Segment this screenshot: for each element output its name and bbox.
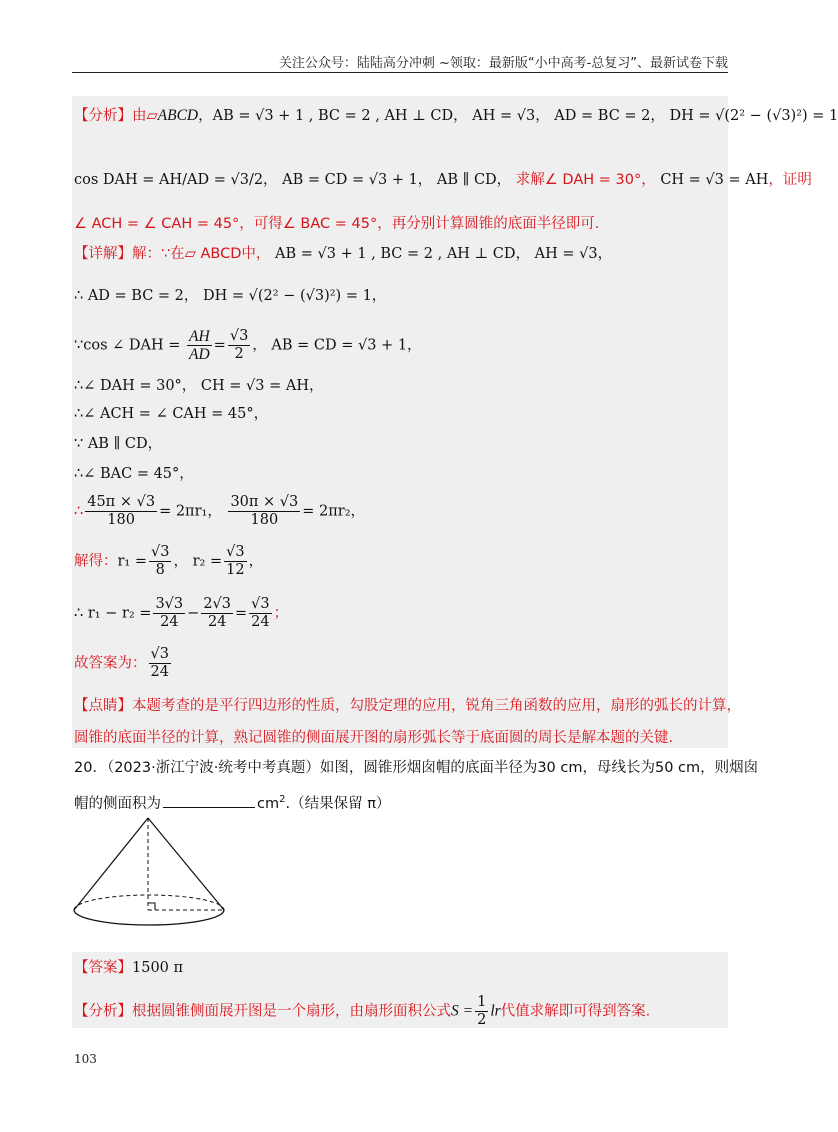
- analysis-cos: cos DAH = AH/AD = √3/2，: [74, 172, 278, 188]
- analysis-line-1: [74, 106, 838, 126]
- analysis-tag: 【分析】: [74, 108, 132, 124]
- final-answer-fraction: $\frac{√3}{24}$: [150, 646, 169, 680]
- comment-line-2: 圆锥的底面半径的计算，熟记圆锥的侧面展开图的扇形弧长等于底面圆的周长是解本题的关键.: [74, 730, 674, 746]
- detail-given: AB = √3 + 1 , BC = 2 , AH ⊥ CD， AH = √3，: [275, 246, 613, 262]
- detail-tag: 【详解】: [74, 246, 132, 262]
- page-number: 103: [74, 1052, 97, 1066]
- detail-line-8: ∴ $\frac{45\pi \times √3}{180}$ = 2πr₁， $\frac{30\pi \times √3}{180}$ = 2πr₂，: [74, 494, 366, 528]
- right-angle-mark: [148, 903, 155, 910]
- analysis-solve: 求解∠ DAH = 30°，: [515, 172, 656, 188]
- answer-20-line: [74, 958, 728, 978]
- detail-cos-pre: ∵cos ∠ DAH =: [74, 337, 185, 354]
- analysis-line-3: [74, 214, 728, 234]
- page-header: 关注公众号：陆陆高分冲刺 ~领取：最新版“小中高考-总复习”、最新试卷下载: [278, 56, 728, 71]
- cone-base-front: [74, 910, 224, 925]
- analysis-20-line: 【分析】根据圆锥侧面展开图是一个扇形，由扇形面积公式S = $\frac{1}{2}$ lr代值求解即可得到答案.: [74, 994, 651, 1028]
- fraction-half: $\frac{1}{2}$: [477, 994, 487, 1028]
- cone-figure: [70, 814, 240, 934]
- analysis-ab-cd: AB = CD = √3 + 1， AB ∥ CD，: [282, 172, 512, 188]
- comment-tag: 【点睛】: [74, 698, 132, 714]
- detail-intro: 解：∵在▱ ABCD中，: [132, 246, 271, 262]
- analysis-conclusion: ∠ ACH = ∠ CAH = 45°，可得∠ BAC = 45°，再分别计算圆锥的底面半径即可.: [74, 216, 600, 232]
- detail-line-6: ∵ AB ∥ CD，: [74, 436, 163, 452]
- question-20-line-1: 20．（2023·浙江宁波·统考中考真题）如图，圆锥形烟囱帽的底面半径为30 cm，母线长为50 cm，则烟囱: [74, 760, 759, 776]
- detail-line-1: [74, 244, 728, 264]
- fraction-r2: $\frac{√3}{12}$: [226, 544, 245, 578]
- fraction-45pi: $\frac{45\pi \times √3}{180}$: [87, 494, 156, 528]
- analysis-prove: ，证明: [768, 172, 812, 188]
- fraction-ah-ad: $\frac{AH}{AD}$: [189, 328, 210, 363]
- detail-ad-dh: ∴ AD = BC = 2， DH = √(2² − (√3)²) = 1，: [74, 288, 387, 304]
- detail-line-10: ∴ r₁ − r₂ = $\frac{3√3}{24}$ − $\frac{2√3}{24}$ = $\frac{√3}{24}$ ；: [74, 596, 289, 630]
- analysis-ch: CH = √3 = AH: [660, 172, 769, 188]
- fraction-sqrt3-2: $\frac{√3}{2}$: [229, 328, 249, 362]
- analysis-20-tag: 【分析】: [74, 1003, 132, 1020]
- analysis-given: ，AB = √3 + 1 , BC = 2 , AH ⊥ CD， AH = √3， AD = BC = 2，: [198, 108, 665, 124]
- question-20-line-2: 帽的侧面积为 $cm^2$.（结果保留 π）: [74, 794, 391, 812]
- detail-line-9: 解得：r₁ = $\frac{√3}{8}$ ， r₂ = $\frac{√3}{12}$ ，: [74, 544, 264, 578]
- cone-left-slant: [74, 818, 148, 910]
- answer-blank: [163, 807, 255, 808]
- analysis-line-2: [74, 170, 812, 190]
- analysis-dh: DH = √(2² − (√3)²) = 1: [669, 108, 838, 124]
- cone-right-slant: [148, 818, 224, 910]
- detail-line-2: [74, 286, 728, 306]
- fraction-r1: $\frac{√3}{8}$: [151, 544, 170, 578]
- answer-tag: 【答案】: [74, 960, 132, 976]
- analysis-lead: 由▱: [132, 108, 158, 124]
- detail-line-4: ∴∠ DAH = 30°， CH = √3 = AH，: [74, 378, 324, 394]
- detail-line-3: ∵cos ∠ DAH = $\frac{AH}{AD}$ = $\frac{√3}{2}$ ， AB = CD = √3 + 1，: [74, 328, 422, 363]
- detail-ab-cd: ， AB = CD = √3 + 1，: [252, 337, 422, 354]
- analysis-abcd: ABCD: [157, 107, 199, 124]
- detail-line-11: [74, 646, 728, 686]
- fraction-30pi: $\frac{30\pi \times √3}{180}$: [230, 494, 299, 528]
- detail-line-7: ∴∠ BAC = 45°，: [74, 466, 194, 482]
- header-rule: [72, 72, 728, 73]
- detail-line-5: ∴∠ ACH = ∠ CAH = 45°，: [74, 406, 269, 422]
- answer-value: 1500 π: [132, 960, 184, 976]
- final-answer-label: 故答案为：: [74, 655, 147, 672]
- comment-line-1: 【点睛】本题考查的是平行四边形的性质，勾股定理的应用，锐角三角函数的应用，扇形的弧长的计算，: [74, 698, 741, 714]
